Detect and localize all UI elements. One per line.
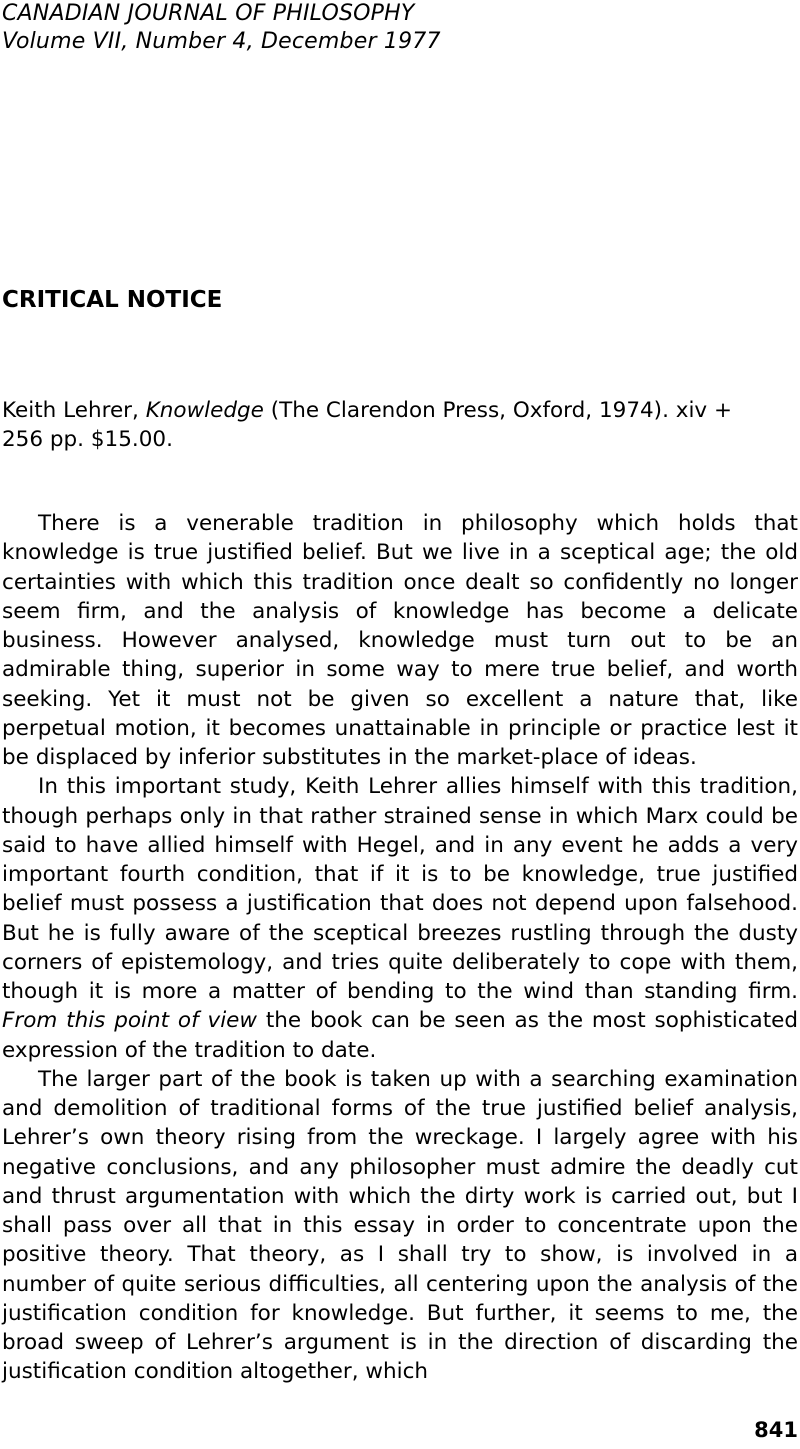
citation-book-title: Knowledge	[145, 398, 264, 423]
journal-name: CANADIAN JOURNAL OF PHILOSOPHY	[2, 1, 415, 26]
article-body	[2, 509, 798, 1387]
paragraph-2-emphasis: From this point of view	[2, 1008, 257, 1034]
paragraph-2-text-end: the book can be seen as the most sophisticated expression of the tradition to date.	[2, 1008, 798, 1063]
paragraph-2-text-start: In this important study, Keith Lehrer allies himself with this tradition, though perhaps only in that rather strained sense in which Marx could be said to have allied himself with Hegel, and in any event he adds a very important fourth condition, that if it is to be knowledge, true justified belief must possess a justification that does not depend upon falsehood. But he is fully aware of the sceptical breezes rustling through the dusty corners of epistemology, and tries quite deliberately to cope with them, though it is more a matter of bending to the wind than standing firm.	[2, 774, 798, 1004]
body-paragraph-1: There is a venerable tradition in philosophy which holds that knowledge is true justified belief. But we live in a sceptical age; the old certainties with which this tradition once dealt so confidently no longer seem firm, and the analysis of knowledge has become a delicate business. However analysed, knowledge must turn out to be an admirable thing, superior in some way to mere true belief, and worth seeking. Yet it must not be given so excellent a nature that, like perpetual motion, it becomes unattainable in principle or practice lest it be displaced by inferior substitutes in the market-place of ideas.	[2, 511, 798, 770]
citation-author: Keith Lehrer,	[2, 398, 146, 423]
page-number: 841	[754, 1418, 798, 1442]
body-paragraph-2	[2, 772, 798, 1065]
book-citation	[2, 396, 792, 454]
section-title: CRITICAL NOTICE	[2, 287, 223, 313]
body-paragraph-3: The larger part of the book is taken up with a searching examination and demolition of traditional forms of the true justified belief analysis, Lehrer’s own theory rising from the wreckage. I largely agree with his negative conclusions, and any philosopher must admire the deadly cut and thrust argumentation with which the dirty work is carried out, but I shall pass over all that in this essay in order to concentrate upon the positive theory. That theory, as I shall try to show, is involved in a number of quite serious difficulties, all centering upon the analysis of the justification condition for knowledge. But further, it seems to me, the broad sweep of Lehrer’s argument is in the direction of discarding the justification condition altogether, which	[2, 1066, 798, 1385]
journal-header	[2, 0, 441, 56]
journal-issue: Volume VII, Number 4, December 1977	[2, 29, 441, 54]
citation-details-line1: (The Clarendon Press, Oxford, 1974). xiv +	[263, 398, 733, 423]
citation-details-line2: 256 pp. $15.00.	[2, 427, 173, 452]
